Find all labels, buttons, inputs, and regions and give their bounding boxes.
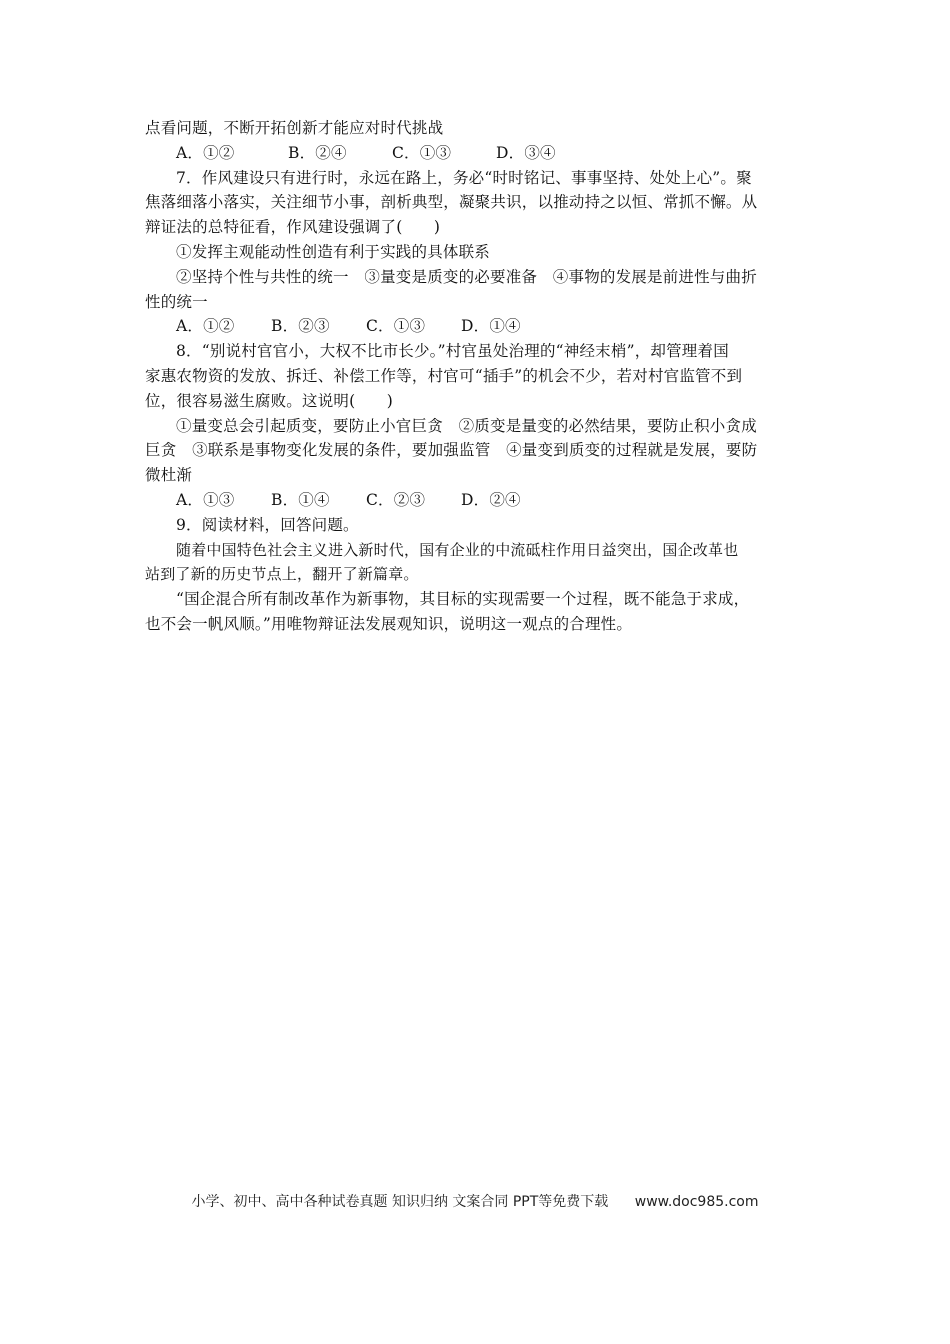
option-a: A．①② [176, 143, 235, 162]
option-b: B．②④ [288, 143, 347, 162]
question-6-options [145, 141, 807, 166]
statement-line: ②坚持个性与共性的统一 ③量变是质变的必要准备 ④事物的发展是前进性与曲折 [176, 267, 757, 286]
document-body [145, 116, 807, 637]
material-line: 随着中国特色社会主义进入新时代，国有企业的中流砥柱作用日益突出，国企改革也 [176, 540, 739, 559]
question-9-stem: 9．阅读材料，回答问题。 [176, 515, 359, 534]
question-7-stem: 7．作风建设只有进行时，永远在路上，务必“时时铭记、事事坚持、处处上心”。聚 [176, 168, 752, 187]
option-d: D．①④ [461, 317, 521, 336]
text-line: 辩证法的总特征看，作风建设强调了( ) [145, 218, 441, 237]
question-7-options [145, 314, 807, 339]
statement-line: ①量变总会引起质变，要防止小官巨贪 ②质变是量变的必然结果，要防止积小贪成 [176, 416, 757, 435]
option-a: A．①③ [176, 490, 235, 509]
page-footer [0, 1191, 950, 1211]
footer-text: 小学、初中、高中各种试卷真题 知识归纳 文案合同 PPT等免费下载 [191, 1194, 609, 1210]
text-line: 家惠农物资的发放、拆迁、补偿工作等，村官可“插手”的机会不少，若对村官监管不到 [145, 366, 743, 385]
text-line: 微杜渐 [145, 466, 193, 485]
option-c: C．①③ [366, 317, 426, 336]
option-d: D．③④ [496, 143, 556, 162]
text-line: 焦落细落小落实，关注细节小事，剖析典型，凝聚共识，以推动持之以恒、常抓不懈。从 [145, 193, 758, 212]
option-b: B．②③ [271, 317, 330, 336]
material-line: 站到了新的历史节点上，翻开了新篇章。 [145, 565, 419, 584]
option-c: C．①③ [392, 143, 452, 162]
question-8-options [145, 488, 807, 513]
option-c: C．②③ [366, 490, 426, 509]
question-line: 也不会一帆风顺。”用唯物辩证法发展观知识，说明这一观点的合理性。 [145, 614, 633, 633]
text-line: 性的统一 [145, 292, 208, 311]
option-d: D．②④ [461, 490, 521, 509]
option-b: B．①④ [271, 490, 330, 509]
text-line: 巨贪 ③联系是事物变化发展的条件，要加强监管 ④量变到质变的过程就是发展，要防 [145, 441, 758, 460]
text-line: 点看问题，不断开拓创新才能应对时代挑战 [145, 119, 444, 137]
question-8-stem: 8．“别说村官官小，大权不比市长少。”村官虽处治理的“神经末梢”，却管理着国 [176, 342, 729, 361]
option-a: A．①② [176, 317, 235, 336]
question-line: “国企混合所有制改革作为新事物，其目标的实现需要一个过程，既不能急于求成， [176, 590, 750, 609]
text-line: 位，很容易滋生腐败。这说明( ) [145, 391, 393, 410]
statement-line: ①发挥主观能动性创造有利于实践的具体联系 [176, 242, 491, 261]
footer-url[interactable]: www.doc985.com [634, 1194, 759, 1210]
